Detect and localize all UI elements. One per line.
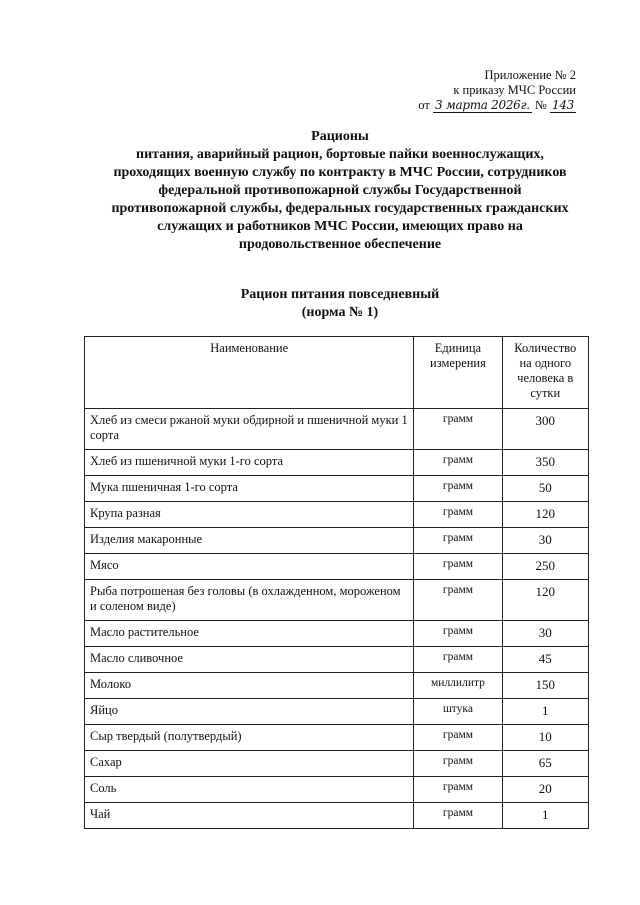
row-name: Масло сливочное: [85, 647, 414, 673]
row-quantity: 350: [502, 450, 588, 476]
row-unit: грамм: [414, 554, 502, 580]
table-row: [85, 699, 589, 725]
table-row: [85, 751, 589, 777]
row-unit: грамм: [414, 502, 502, 528]
appendix-block: [386, 68, 576, 113]
subtitle-line-2: (норма № 1): [301, 305, 379, 320]
header-unit: Единица измерения: [414, 337, 502, 409]
row-quantity: 120: [502, 502, 588, 528]
row-unit: грамм: [414, 803, 502, 829]
table-row: [85, 647, 589, 673]
title-line: противопожарной службы, федеральных государственных гражданских: [111, 201, 569, 216]
row-quantity: 65: [502, 751, 588, 777]
row-unit: грамм: [414, 409, 502, 450]
row-name: Хлеб из смеси ржаной муки обдирной и пшеничной муки 1 сорта: [85, 409, 414, 450]
ration-table: [84, 336, 589, 829]
order-date-line: [386, 98, 576, 113]
table-row: [85, 725, 589, 751]
row-quantity: 120: [502, 580, 588, 621]
row-quantity: 30: [502, 621, 588, 647]
row-unit: грамм: [414, 647, 502, 673]
title-line: питания, аварийный рацион, бортовые пайки военнослужащих,: [136, 147, 544, 162]
row-unit: миллилитр: [414, 673, 502, 699]
row-name: Мука пшеничная 1-го сорта: [85, 476, 414, 502]
table-row: [85, 554, 589, 580]
table-row: [85, 528, 589, 554]
row-quantity: 30: [502, 528, 588, 554]
row-unit: штука: [414, 699, 502, 725]
row-quantity: 10: [502, 725, 588, 751]
row-unit: грамм: [414, 450, 502, 476]
header-quantity: Количество на одного человека в сутки: [502, 337, 588, 409]
table-row: [85, 673, 589, 699]
row-name: Масло растительное: [85, 621, 414, 647]
table-row: [85, 803, 589, 829]
row-unit: грамм: [414, 476, 502, 502]
table-row: [85, 502, 589, 528]
appendix-line-1: Приложение № 2: [484, 68, 576, 82]
row-name: Чай: [85, 803, 414, 829]
row-name: Мясо: [85, 554, 414, 580]
row-unit: грамм: [414, 580, 502, 621]
row-quantity: 150: [502, 673, 588, 699]
table-row: [85, 476, 589, 502]
title-heading: Рационы: [311, 129, 369, 144]
table-header-row: [85, 337, 589, 409]
row-name: Соль: [85, 777, 414, 803]
row-quantity: 250: [502, 554, 588, 580]
row-unit: грамм: [414, 751, 502, 777]
header-name: Наименование: [85, 337, 414, 409]
row-name: Хлеб из пшеничной муки 1-го сорта: [85, 450, 414, 476]
table-row: [85, 621, 589, 647]
appendix-line-2: к приказу МЧС России: [453, 83, 576, 97]
row-unit: грамм: [414, 621, 502, 647]
section-subtitle: [80, 286, 600, 322]
row-unit: грамм: [414, 528, 502, 554]
table-row: [85, 450, 589, 476]
order-date-handwritten: 3 марта 2026г.: [434, 98, 530, 112]
row-name: Изделия макаронные: [85, 528, 414, 554]
table-row: [85, 580, 589, 621]
title-line: продовольственное обеспечение: [238, 237, 442, 252]
row-name: Сыр твердый (полутвердый): [85, 725, 414, 751]
row-unit: грамм: [414, 725, 502, 751]
row-quantity: 45: [502, 647, 588, 673]
row-name: Яйцо: [85, 699, 414, 725]
row-quantity: 50: [502, 476, 588, 502]
order-date-prefix: от: [418, 98, 430, 112]
subtitle-line-1: Рацион питания повседневный: [240, 287, 440, 302]
row-name: Крупа разная: [85, 502, 414, 528]
title-line: служащих и работников МЧС России, имеющих право на: [157, 219, 523, 234]
order-number-label: №: [534, 98, 547, 112]
document-title: [80, 128, 600, 254]
order-number-handwritten: 143: [551, 98, 574, 112]
row-unit: грамм: [414, 777, 502, 803]
title-line: федеральной противопожарной службы Государственной: [158, 183, 522, 198]
row-name: Молоко: [85, 673, 414, 699]
row-quantity: 20: [502, 777, 588, 803]
row-quantity: 1: [502, 803, 588, 829]
row-name: Рыба потрошеная без головы (в охлажденном, мороженом и соленом виде): [85, 580, 414, 621]
row-quantity: 300: [502, 409, 588, 450]
table-row: [85, 409, 589, 450]
title-line: проходящих военную службу по контракту в МЧС России, сотрудников: [113, 165, 567, 180]
row-name: Сахар: [85, 751, 414, 777]
row-quantity: 1: [502, 699, 588, 725]
table-row: [85, 777, 589, 803]
